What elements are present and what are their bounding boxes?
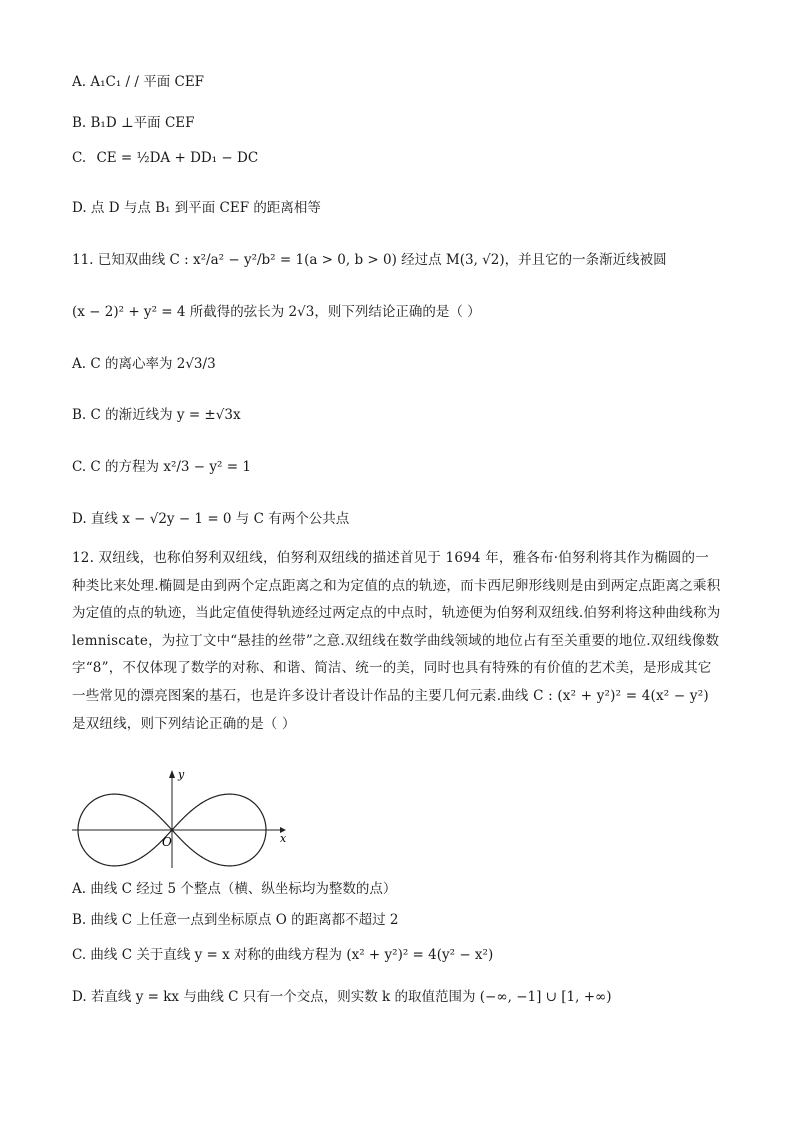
option-11d: D. 直线 x − √2y − 1 = 0 与 C 有两个公共点 bbox=[72, 511, 350, 527]
question-12-stem: 12. 双纽线，也称伯努利双纽线，伯努利双纽线的描述首见于 1694 年，雅各布·伯努利将其作为椭圆的一种类比来处理.椭圆是由到两个定点距离之和为定值的点的轨迹，而卡西尼卵形线则是由到两定点距离之乘积为定值的点的轨迹，当此定值使得轨迹经过两定点的中点时，轨迹便为伯努利双纽线.伯努利将这种曲线称为 lemniscate，为拉丁文中“悬挂的丝带”之意.双纽线在数学曲线领域的地位占有至关重要的地位.双纽线像数字“8”，不仅体现了数学的对称、和谐、简洁、统一的美，同时也具有特殊的有价值的艺术美，是形成其它一些常见的漂亮图案的基石，也是许多设计者设计作品的主要几何元素.曲线 C : (x² + y²)² = 4(x² − y²) 是双纽线，则下列结论正确的是（ ） bbox=[72, 550, 721, 732]
lemniscate-figure bbox=[68, 770, 298, 870]
origin-label: O bbox=[162, 835, 172, 849]
option-10c-expression: CE = ½DA + DD₁ − DC bbox=[96, 150, 259, 166]
option-10b: B. B₁D ⊥平面 CEF bbox=[72, 115, 195, 131]
option-10c-label: C. bbox=[72, 150, 87, 166]
option-12a: A. 曲线 C 经过 5 个整点（横、纵坐标均为整数的点） bbox=[72, 881, 397, 897]
option-10d: D. 点 D 与点 B₁ 到平面 CEF 的距离相等 bbox=[72, 200, 321, 216]
option-10c bbox=[72, 148, 258, 168]
option-11c: C. C 的方程为 x²/3 − y² = 1 bbox=[72, 459, 251, 475]
x-axis-label: x bbox=[280, 832, 287, 845]
option-11b: B. C 的渐近线为 y = ±√3x bbox=[72, 407, 241, 423]
option-12b: B. 曲线 C 上任意一点到坐标原点 O 的距离都不超过 2 bbox=[72, 912, 399, 928]
question-11-line-2: (x − 2)² + y² = 4 所截得的弦长为 2√3，则下列结论正确的是（ ） bbox=[72, 304, 481, 320]
option-11a: A. C 的离心率为 2√3/3 bbox=[72, 356, 216, 372]
question-11-line-1: 11. 已知双曲线 C : x²/a² − y²/b² = 1(a > 0, b > 0) 经过点 M(3, √2)，并且它的一条渐近线被圆 bbox=[72, 252, 667, 268]
option-12d: D. 若直线 y = kx 与曲线 C 只有一个交点，则实数 k 的取值范围为 (−∞, −1] ∪ [1, +∞) bbox=[72, 989, 612, 1005]
option-10a: A. A₁C₁ / / 平面 CEF bbox=[72, 74, 205, 90]
option-12c: C. 曲线 C 关于直线 y = x 对称的曲线方程为 (x² + y²)² = 4(y² − x²) bbox=[72, 947, 494, 963]
y-axis-label: y bbox=[178, 770, 185, 781]
y-axis-arrow bbox=[169, 770, 175, 778]
